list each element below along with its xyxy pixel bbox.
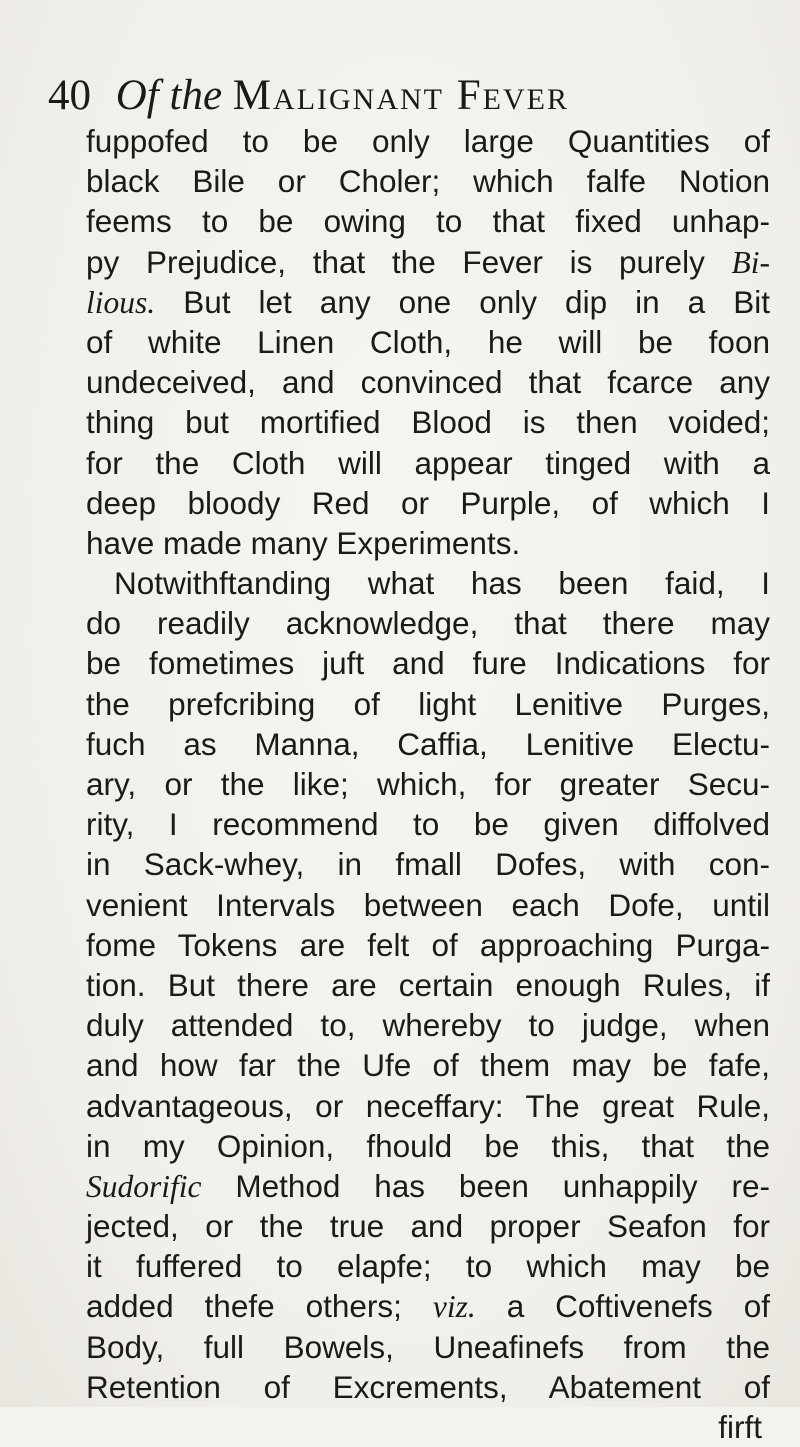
text-line: fome Tokens are felt of approaching Purga- bbox=[86, 926, 770, 963]
text-line: have made many Experiments. bbox=[86, 524, 521, 561]
text-line: the prefcribing of light Lenitive Purges, bbox=[86, 685, 770, 722]
italic-word: lious. bbox=[86, 284, 156, 320]
text-line: fuppofed to be only large Quantities of bbox=[86, 123, 770, 159]
italic-word: viz. bbox=[432, 1289, 476, 1325]
text-line: rity, I recommend to be given diffolved bbox=[86, 806, 770, 843]
body-text bbox=[86, 121, 770, 1447]
text-line bbox=[86, 242, 770, 282]
text-line: Body, full Bowels, Uneafinefs from the bbox=[86, 1328, 770, 1365]
text-line bbox=[86, 1286, 770, 1326]
text-line: advantageous, or neceffary: The great Rule, bbox=[86, 1087, 770, 1124]
text-line: do readily acknowledge, that there may bbox=[86, 605, 770, 642]
text-line: Retention of Excrements, Abatement of bbox=[86, 1368, 770, 1405]
text-line: of white Linen Cloth, he will be foon bbox=[86, 323, 770, 360]
text-line: jected, or the true and proper Seafon for bbox=[86, 1208, 770, 1245]
text-line: black Bile or Choler; which falfe Notion bbox=[86, 163, 770, 200]
text-line: in Sack-whey, in fmall Dofes, with con- bbox=[86, 846, 770, 883]
text-segment: But let any one only dip in a Bit bbox=[183, 283, 770, 320]
text-line: and how far the Ufe of them may be fafe, bbox=[86, 1047, 770, 1084]
text-line: tion. But there are certain enough Rules, if bbox=[86, 966, 770, 1003]
text-segment: Method has been unhappily re- bbox=[235, 1167, 770, 1204]
text-line: be fometimes juft and fure Indications for bbox=[86, 645, 770, 682]
header-title-caps: Malignant Fever bbox=[232, 72, 569, 119]
text-line: Notwithftanding what has been faid, I bbox=[114, 565, 770, 602]
page-number: 40 bbox=[48, 72, 91, 119]
text-line bbox=[86, 1166, 770, 1206]
text-line: deep bloody Red or Purple, of which I bbox=[86, 484, 770, 521]
header-title-prefix: Of the bbox=[115, 72, 223, 119]
text-line: fuch as Manna, Caffia, Lenitive Electu- bbox=[86, 725, 770, 762]
catchword: firft bbox=[718, 1409, 762, 1445]
text-line: in my Opinion, fhould be this, that the bbox=[86, 1127, 770, 1164]
italic-word: Bi- bbox=[731, 244, 770, 280]
text-line bbox=[86, 282, 770, 322]
text-line: for the Cloth will appear tinged with a bbox=[86, 444, 770, 481]
text-segment: py Prejudice, that the Fever is purely bbox=[86, 243, 705, 280]
text-line: ary, or the like; which, for greater Secu- bbox=[86, 766, 770, 802]
text-line: duly attended to, whereby to judge, when bbox=[86, 1007, 770, 1044]
text-segment: added thefe others; bbox=[86, 1288, 402, 1325]
text-line: feems to be owing to that fixed unhap- bbox=[86, 203, 770, 240]
text-line: undeceived, and convinced that fcarce any bbox=[86, 364, 770, 401]
italic-word: Sudorific bbox=[86, 1168, 202, 1204]
text-line: venient Intervals between each Dofe, until bbox=[86, 886, 770, 923]
text-line: it fuffered to elapfe; to which may be bbox=[86, 1248, 770, 1285]
running-header bbox=[48, 66, 758, 126]
text-line: thing but mortified Blood is then voided; bbox=[86, 404, 770, 441]
text-segment: a Coftivenefs of bbox=[506, 1288, 770, 1325]
